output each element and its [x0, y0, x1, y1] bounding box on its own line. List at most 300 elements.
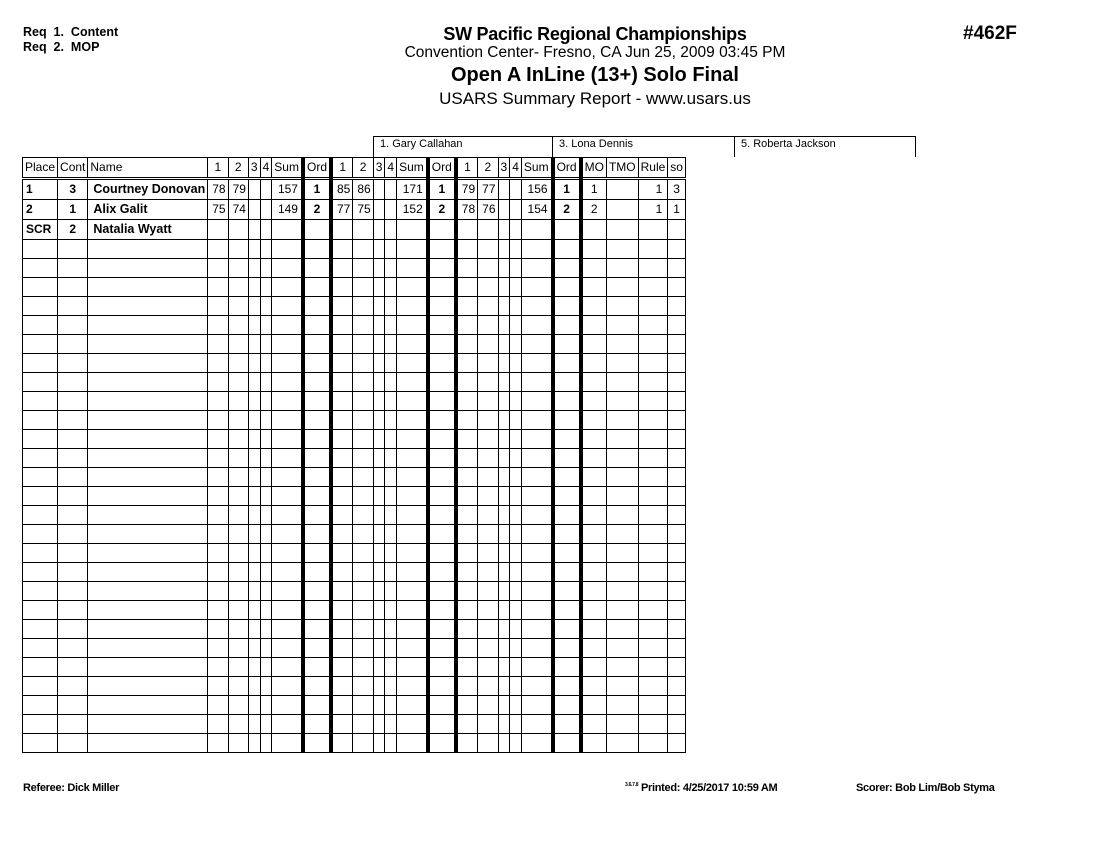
score-4-cell: [260, 487, 272, 506]
table-row: [23, 220, 686, 240]
score-2-cell: [353, 658, 373, 677]
empty-row: [23, 582, 686, 601]
score-4-cell: [385, 658, 397, 677]
skater-name-cell: [88, 582, 208, 601]
score-1-cell: [456, 278, 478, 297]
score-2-cell: [353, 297, 373, 316]
score-3-cell: [248, 639, 260, 658]
score-4-cell: [385, 354, 397, 373]
place-cell: [23, 582, 58, 601]
score-1-cell: [456, 715, 478, 734]
place-cell: [23, 430, 58, 449]
score-2-cell: [228, 335, 248, 354]
score-1-cell: [208, 582, 228, 601]
skater-name-cell: [88, 658, 208, 677]
ordinal-cell: [428, 468, 456, 487]
score-2-cell: [478, 240, 498, 259]
ordinal-cell: [428, 335, 456, 354]
score-4-cell: [385, 639, 397, 658]
rule-cell: [638, 278, 668, 297]
tmo-cell: [606, 658, 638, 677]
score-4-cell: [510, 200, 522, 220]
ordinal-cell: [303, 544, 331, 563]
score-4-cell: [510, 525, 522, 544]
score-1-cell: [456, 620, 478, 639]
mo-cell: [581, 316, 607, 335]
ordinal-cell: [553, 620, 581, 639]
place-cell: [23, 240, 58, 259]
mo-cell: [581, 278, 607, 297]
score-4-cell: [510, 449, 522, 468]
score-4-cell: [260, 715, 272, 734]
sum-cell: [521, 297, 552, 316]
score-3-cell: [498, 200, 510, 220]
mo-cell: [581, 639, 607, 658]
score-3-cell: [498, 563, 510, 582]
score-3-cell: [248, 658, 260, 677]
ordinal-cell: [428, 487, 456, 506]
sum-cell: [521, 696, 552, 715]
so-cell: 3: [668, 179, 686, 200]
score-3-cell: [373, 316, 385, 335]
score-1-cell: [208, 620, 228, 639]
cont-cell: [58, 715, 88, 734]
score-1-cell: 85: [331, 179, 353, 200]
cont-cell: [58, 601, 88, 620]
mo-cell: [581, 240, 607, 259]
cont-cell: [58, 278, 88, 297]
score-4-cell: [385, 220, 397, 240]
so-cell: [668, 373, 686, 392]
score-4-cell: [260, 563, 272, 582]
skater-name-cell: [88, 506, 208, 525]
score-2-cell: [353, 620, 373, 639]
sum-cell: [272, 563, 303, 582]
score-1-cell: [208, 696, 228, 715]
col-j3-sum: Sum: [521, 158, 552, 179]
sum-cell: [397, 677, 428, 696]
score-3-cell: [373, 468, 385, 487]
sum-cell: 152: [397, 200, 428, 220]
score-2-cell: [228, 563, 248, 582]
score-3-cell: [373, 220, 385, 240]
col-j1-sum: Sum: [272, 158, 303, 179]
score-1-cell: [208, 220, 228, 240]
cont-cell: [58, 677, 88, 696]
score-2-cell: [228, 639, 248, 658]
rule-cell: [638, 220, 668, 240]
score-4-cell: [385, 696, 397, 715]
sum-cell: [272, 468, 303, 487]
tmo-cell: [606, 468, 638, 487]
sum-cell: [272, 601, 303, 620]
mo-cell: [581, 354, 607, 373]
tmo-cell: [606, 487, 638, 506]
ordinal-cell: [553, 677, 581, 696]
score-3-cell: [373, 677, 385, 696]
rule-cell: [638, 449, 668, 468]
cont-cell: [58, 411, 88, 430]
score-2-cell: [228, 487, 248, 506]
score-4-cell: [260, 639, 272, 658]
score-3-cell: [373, 278, 385, 297]
sum-cell: [272, 544, 303, 563]
cont-cell: [58, 297, 88, 316]
score-4-cell: [260, 259, 272, 278]
score-2-cell: [228, 506, 248, 525]
score-2-cell: [478, 506, 498, 525]
score-3-cell: [373, 487, 385, 506]
score-3-cell: [248, 179, 260, 200]
score-4-cell: [510, 354, 522, 373]
cont-cell: [58, 620, 88, 639]
mo-cell: [581, 658, 607, 677]
requirement-2: Req 2. MOP: [23, 40, 100, 54]
score-2-cell: [353, 220, 373, 240]
sum-cell: [397, 354, 428, 373]
score-2-cell: [478, 335, 498, 354]
score-2-cell: [478, 601, 498, 620]
referee: Referee: Dick Miller: [23, 782, 120, 794]
ordinal-cell: [428, 373, 456, 392]
ordinal-cell: [553, 658, 581, 677]
empty-row: [23, 696, 686, 715]
score-3-cell: [248, 563, 260, 582]
ordinal-cell: 2: [553, 200, 581, 220]
score-4-cell: [260, 658, 272, 677]
score-3-cell: [498, 392, 510, 411]
ordinal-cell: [303, 677, 331, 696]
score-4-cell: [260, 677, 272, 696]
skater-name-cell: Alix Galit: [88, 200, 208, 220]
cont-cell: [58, 373, 88, 392]
tmo-cell: [606, 734, 638, 753]
sum-cell: [397, 487, 428, 506]
mo-cell: [581, 487, 607, 506]
score-3-cell: [498, 373, 510, 392]
score-2-cell: [353, 411, 373, 430]
score-3-cell: [373, 715, 385, 734]
score-1-cell: [208, 430, 228, 449]
score-1-cell: [208, 563, 228, 582]
ordinal-cell: [428, 582, 456, 601]
ordinal-cell: [553, 220, 581, 240]
ordinal-cell: [553, 354, 581, 373]
ordinal-cell: [553, 240, 581, 259]
ordinal-cell: [303, 259, 331, 278]
ordinal-cell: [303, 373, 331, 392]
sum-cell: [397, 373, 428, 392]
place-cell: [23, 696, 58, 715]
score-4-cell: [385, 544, 397, 563]
score-1-cell: [331, 658, 353, 677]
place-cell: [23, 620, 58, 639]
rule-cell: [638, 354, 668, 373]
skater-name-cell: [88, 335, 208, 354]
tmo-cell: [606, 411, 638, 430]
rule-cell: [638, 525, 668, 544]
rule-cell: [638, 411, 668, 430]
score-4-cell: [510, 715, 522, 734]
mo-cell: [581, 525, 607, 544]
score-2-cell: 77: [478, 179, 498, 200]
score-3-cell: [498, 677, 510, 696]
score-1-cell: [208, 297, 228, 316]
so-cell: [668, 240, 686, 259]
score-1-cell: [456, 392, 478, 411]
ordinal-cell: [553, 734, 581, 753]
so-cell: [668, 354, 686, 373]
place-cell: [23, 601, 58, 620]
score-1-cell: [331, 316, 353, 335]
score-1-cell: [456, 696, 478, 715]
ordinal-cell: [553, 259, 581, 278]
score-1-cell: [456, 563, 478, 582]
venue-date: Convention Center- Fresno, CA Jun 25, 2009 03:45 PM: [404, 44, 786, 61]
ordinal-cell: [303, 525, 331, 544]
so-cell: [668, 259, 686, 278]
mo-cell: [581, 601, 607, 620]
ordinal-cell: [428, 715, 456, 734]
empty-row: [23, 392, 686, 411]
ordinal-cell: [303, 715, 331, 734]
score-2-cell: [228, 658, 248, 677]
score-4-cell: [260, 544, 272, 563]
judge-header-2: 3. Lona Dennis: [552, 136, 735, 157]
so-cell: [668, 620, 686, 639]
score-2-cell: [228, 582, 248, 601]
ordinal-cell: [553, 278, 581, 297]
printed-info: [625, 782, 777, 794]
ordinal-cell: [553, 335, 581, 354]
score-3-cell: [498, 601, 510, 620]
empty-row: [23, 487, 686, 506]
score-3-cell: [373, 734, 385, 753]
score-3-cell: [498, 179, 510, 200]
place-cell: SCR: [23, 220, 58, 240]
score-2-cell: [478, 220, 498, 240]
score-3-cell: [373, 179, 385, 200]
score-4-cell: [385, 506, 397, 525]
sum-cell: [521, 582, 552, 601]
score-3-cell: [498, 715, 510, 734]
score-4-cell: [385, 563, 397, 582]
rule-cell: [638, 392, 668, 411]
place-cell: [23, 259, 58, 278]
sum-cell: [397, 696, 428, 715]
cont-cell: [58, 240, 88, 259]
skater-name-cell: [88, 715, 208, 734]
score-1-cell: [456, 525, 478, 544]
cont-cell: [58, 468, 88, 487]
mo-cell: [581, 544, 607, 563]
tmo-cell: [606, 582, 638, 601]
score-1-cell: [456, 601, 478, 620]
score-3-cell: [498, 487, 510, 506]
score-1-cell: [331, 620, 353, 639]
score-2-cell: [353, 449, 373, 468]
score-1-cell: [456, 335, 478, 354]
score-4-cell: [385, 200, 397, 220]
skater-name-cell: [88, 639, 208, 658]
mo-cell: [581, 411, 607, 430]
skater-name-cell: [88, 411, 208, 430]
ordinal-cell: [303, 696, 331, 715]
report-title: USARS Summary Report - www.usars.us: [439, 89, 751, 108]
report-header: [300, 24, 890, 110]
mo-cell: [581, 220, 607, 240]
cont-cell: [58, 316, 88, 335]
cont-cell: [58, 354, 88, 373]
score-1-cell: 78: [208, 179, 228, 200]
ordinal-cell: [303, 734, 331, 753]
skater-name-cell: [88, 259, 208, 278]
score-3-cell: [248, 430, 260, 449]
sum-cell: [397, 544, 428, 563]
score-2-cell: [228, 677, 248, 696]
mo-cell: [581, 620, 607, 639]
place-cell: [23, 316, 58, 335]
score-2-cell: [228, 220, 248, 240]
score-3-cell: [373, 658, 385, 677]
skater-name-cell: [88, 487, 208, 506]
score-4-cell: [260, 506, 272, 525]
col-j1-4: 4: [260, 158, 272, 179]
sum-cell: [272, 316, 303, 335]
score-3-cell: [248, 487, 260, 506]
score-3-cell: [248, 715, 260, 734]
cont-cell: [58, 259, 88, 278]
rule-cell: [638, 259, 668, 278]
sum-cell: [521, 677, 552, 696]
score-1-cell: [208, 601, 228, 620]
sum-cell: [397, 715, 428, 734]
score-4-cell: [510, 468, 522, 487]
score-3-cell: [498, 696, 510, 715]
score-3-cell: [248, 468, 260, 487]
score-2-cell: [478, 525, 498, 544]
score-3-cell: [373, 430, 385, 449]
score-3-cell: [248, 373, 260, 392]
score-4-cell: [260, 200, 272, 220]
ordinal-cell: [553, 506, 581, 525]
empty-row: [23, 715, 686, 734]
sum-cell: 156: [521, 179, 552, 200]
score-1-cell: [331, 677, 353, 696]
score-4-cell: [510, 240, 522, 259]
sum-cell: [397, 525, 428, 544]
score-2-cell: [228, 411, 248, 430]
score-3-cell: [373, 373, 385, 392]
col-j2-sum: Sum: [397, 158, 428, 179]
score-1-cell: [208, 487, 228, 506]
sum-cell: [397, 658, 428, 677]
col-j1-1: 1: [208, 158, 228, 179]
score-2-cell: [228, 449, 248, 468]
empty-row: [23, 620, 686, 639]
score-2-cell: [353, 468, 373, 487]
ordinal-cell: [553, 392, 581, 411]
score-2-cell: [478, 582, 498, 601]
sum-cell: 171: [397, 179, 428, 200]
score-4-cell: [510, 487, 522, 506]
mo-cell: [581, 468, 607, 487]
sum-cell: [272, 411, 303, 430]
empty-row: [23, 316, 686, 335]
sum-cell: [272, 620, 303, 639]
skater-name-cell: Natalia Wyatt: [88, 220, 208, 240]
score-3-cell: [373, 696, 385, 715]
empty-row: [23, 525, 686, 544]
ordinal-cell: 2: [303, 200, 331, 220]
ordinal-cell: [303, 658, 331, 677]
ordinal-cell: [428, 620, 456, 639]
score-1-cell: [208, 677, 228, 696]
score-1-cell: [331, 297, 353, 316]
score-4-cell: [385, 582, 397, 601]
col-mo: MO: [581, 158, 607, 179]
ordinal-cell: [303, 278, 331, 297]
competition-title: SW Pacific Regional Championships: [443, 24, 747, 44]
score-1-cell: [456, 487, 478, 506]
empty-row: [23, 734, 686, 753]
so-cell: [668, 220, 686, 240]
sum-cell: [272, 373, 303, 392]
score-2-cell: [478, 677, 498, 696]
rule-cell: [638, 734, 668, 753]
sum-cell: 157: [272, 179, 303, 200]
col-j2-3: 3: [373, 158, 385, 179]
sum-cell: [397, 506, 428, 525]
score-2-cell: 74: [228, 200, 248, 220]
score-2-cell: [228, 259, 248, 278]
rule-cell: [638, 468, 668, 487]
col-j2-2: 2: [353, 158, 373, 179]
mo-cell: [581, 259, 607, 278]
sum-cell: [397, 392, 428, 411]
ordinal-cell: [303, 316, 331, 335]
sum-cell: [521, 449, 552, 468]
score-3-cell: [248, 582, 260, 601]
score-2-cell: [353, 487, 373, 506]
skater-name-cell: [88, 240, 208, 259]
mo-cell: [581, 734, 607, 753]
sum-cell: [272, 240, 303, 259]
score-3-cell: [498, 734, 510, 753]
score-1-cell: [208, 639, 228, 658]
rule-cell: 1: [638, 200, 668, 220]
ordinal-cell: [553, 316, 581, 335]
ordinal-cell: [553, 582, 581, 601]
rule-cell: [638, 373, 668, 392]
score-2-cell: [353, 430, 373, 449]
score-2-cell: [353, 563, 373, 582]
empty-row: [23, 278, 686, 297]
place-cell: [23, 525, 58, 544]
skater-name-cell: [88, 601, 208, 620]
mo-cell: [581, 335, 607, 354]
score-4-cell: [385, 525, 397, 544]
score-4-cell: [510, 316, 522, 335]
sum-cell: [397, 449, 428, 468]
score-2-cell: [228, 297, 248, 316]
results-table: [22, 157, 686, 753]
score-2-cell: [228, 240, 248, 259]
judge-header-3: 5. Roberta Jackson: [734, 136, 916, 157]
score-2-cell: [353, 240, 373, 259]
score-1-cell: [331, 449, 353, 468]
score-1-cell: [208, 354, 228, 373]
